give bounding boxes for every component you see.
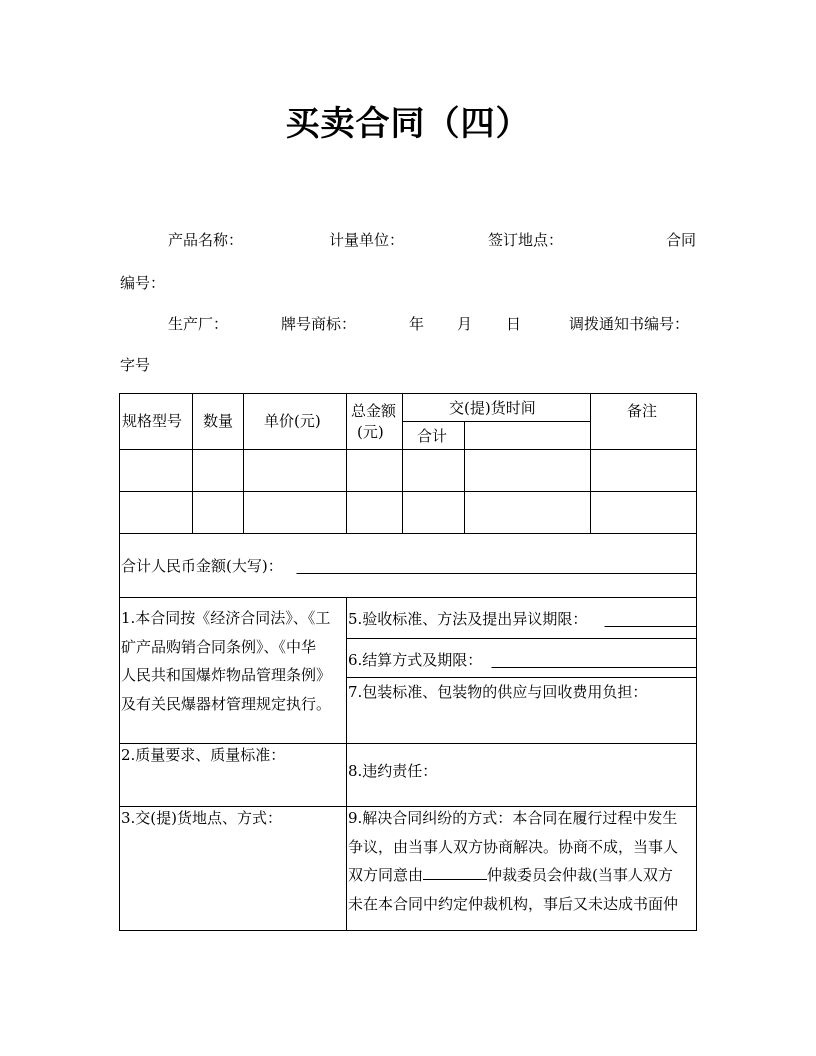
- clause-3: 3.交(提)货地点、方式：: [121, 809, 283, 827]
- day-label: 日: [506, 315, 522, 333]
- header-quantity: 数量: [203, 412, 234, 430]
- sign-place-label: 签订地点：: [488, 231, 564, 249]
- manufacturer-label: 生产厂：: [168, 315, 229, 333]
- contract-no-label-part1: 合同: [666, 231, 697, 249]
- clause-6: 6.结算方式及期限：: [348, 651, 483, 669]
- total-rmb-label: 合计人民币金额(大写)：: [121, 557, 283, 575]
- clause-9: 9.解决合同纠纷的方式：本合同在履行过程中发生 争议，由当事人双方协商解决。协商不成，当事人 双方同意由 仲裁委员会仲裁(当事人双方 未在本合同中约定仲裁机构，事后又未达成书面仲: [348, 809, 679, 913]
- header-subtotal: 合计: [417, 427, 448, 445]
- product-name-label: 产品名称：: [168, 231, 244, 249]
- clause-7: 7.包装标准、包装物的供应与回收费用负担：: [348, 683, 648, 701]
- char-no-label: 字号: [120, 356, 151, 374]
- clause-2: 2.质量要求、质量标准：: [121, 746, 286, 764]
- clause-5: 5.验收标准、方法及提出异议期限：: [348, 610, 588, 628]
- document-title: 买卖合同（四）: [285, 104, 531, 144]
- header-unit-price: 单价(元): [264, 412, 321, 430]
- brand-label: 牌号商标：: [281, 315, 357, 333]
- year-label: 年: [409, 315, 425, 333]
- arbitration-blank: [423, 865, 487, 880]
- clause-1: 1.本合同按《经济合同法》、《工 矿产品购销合同条例》、《中华 人民共和国爆炸物品管理条例》 及有关民爆器材管理规定执行。: [121, 609, 332, 713]
- month-label: 月: [457, 315, 473, 333]
- header-total-line1: 总金额: [351, 402, 397, 420]
- header-delivery-time: 交(提)货时间: [449, 399, 536, 417]
- header-spec: 规格型号: [122, 412, 183, 430]
- unit-label: 计量单位：: [329, 231, 405, 249]
- header-remark: 备注: [627, 402, 658, 420]
- clause-8: 8.违约责任：: [348, 762, 438, 780]
- header-total-line2: (元): [357, 423, 384, 441]
- allocation-no-label: 调拨通知书编号：: [569, 315, 690, 333]
- contract-no-label-part2: 编号：: [120, 274, 166, 292]
